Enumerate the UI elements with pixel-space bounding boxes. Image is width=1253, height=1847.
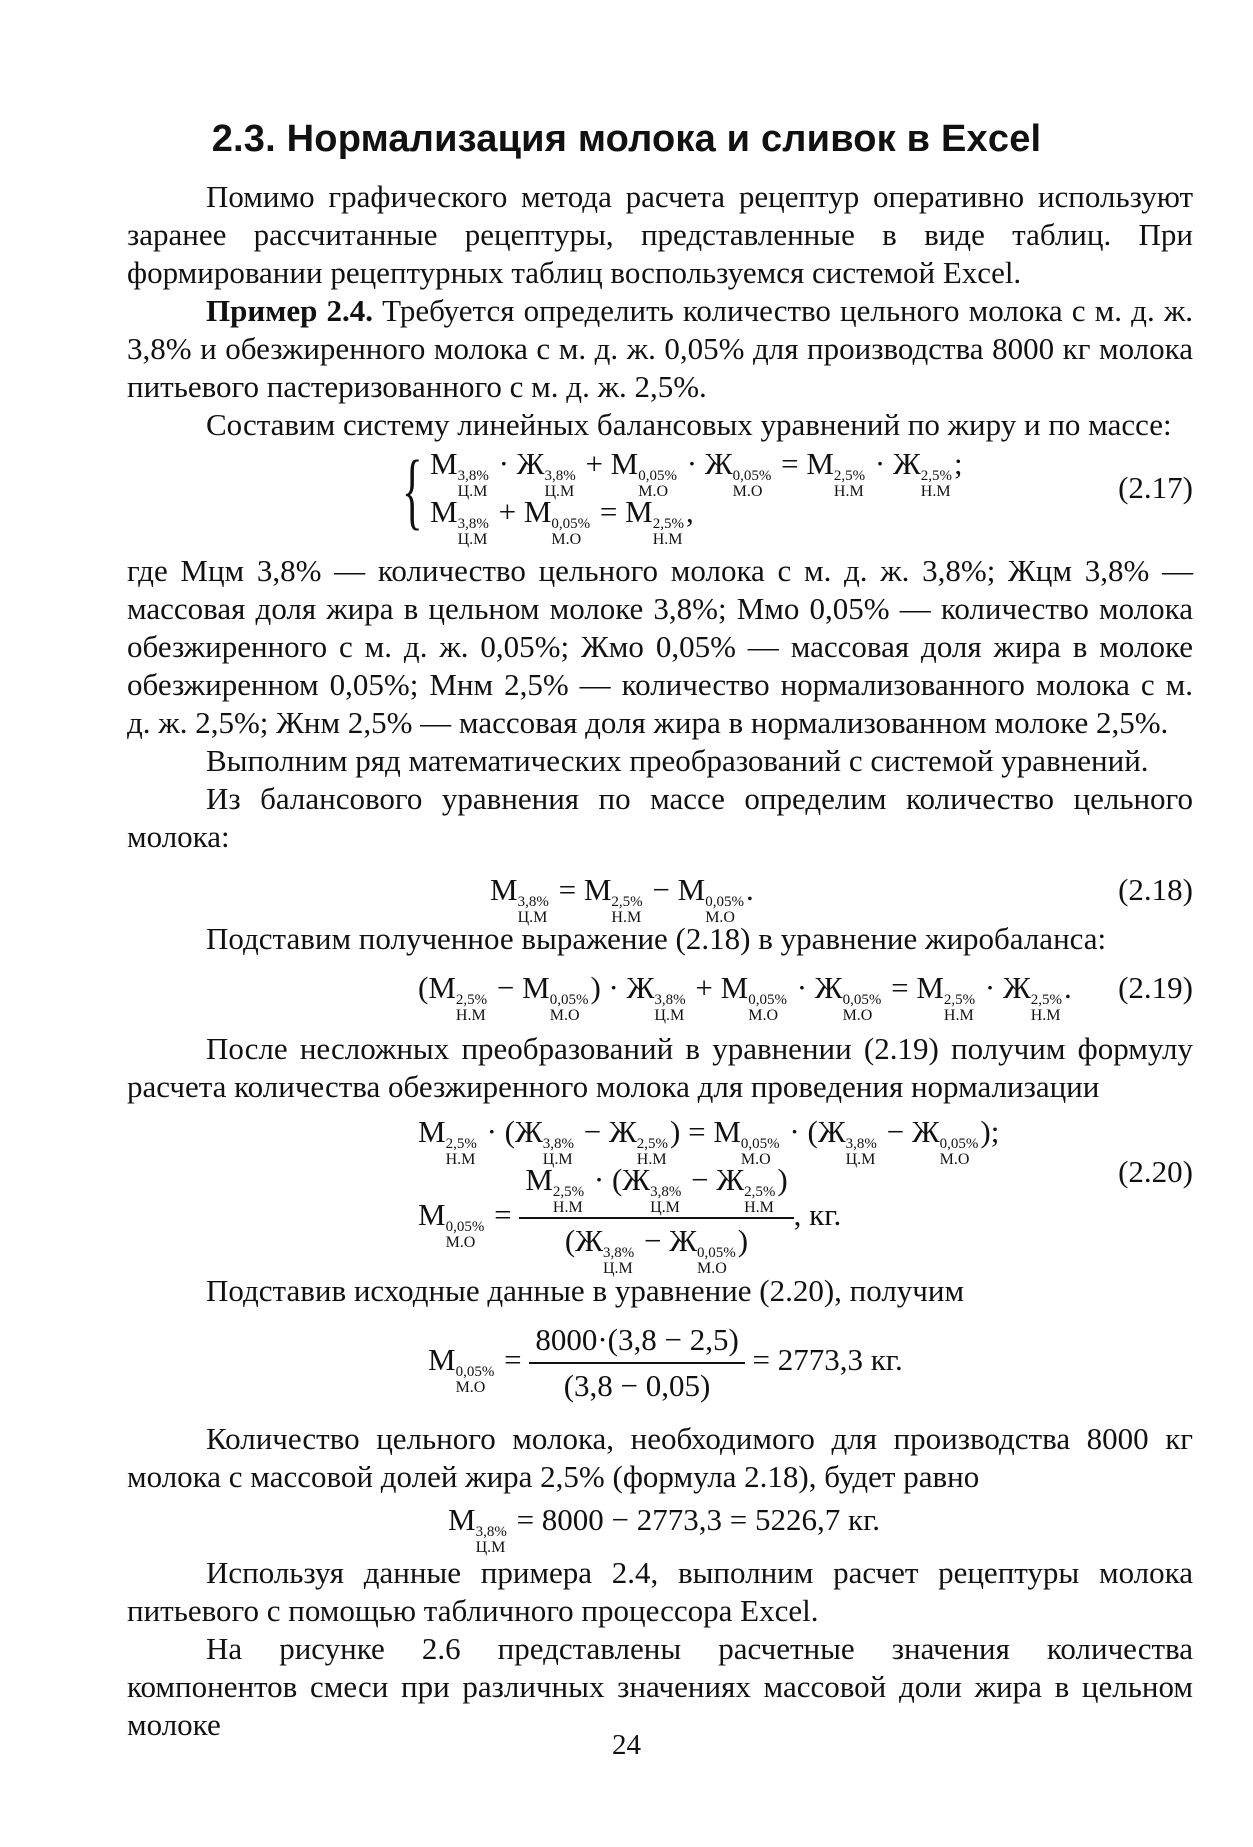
equation-number-2-19: (2.19) bbox=[1118, 970, 1193, 1005]
equation-2-17 bbox=[0, 442, 1253, 548]
paragraph-whole-milk: Количество цельного молока, необходимого для производства 8000 кг молока с массовой долей жира 2,5% (формула 2.18), будет равно bbox=[127, 1421, 1193, 1494]
paragraph-block-1 bbox=[127, 178, 1193, 444]
paragraph-system-intro: Составим систему линейных балансовых уравнений по жиру и по массе: bbox=[206, 407, 1172, 442]
paragraph-substitute: Подставим полученное выражение (2.18) в уравнение жиробаланса: bbox=[206, 921, 1107, 956]
example-label: Пример 2.4. bbox=[206, 293, 373, 328]
paragraph-example bbox=[127, 292, 1193, 406]
equation-2-17-line-1: M 3,8% Ц.М · Ж 3,8% Ц.М + M 0,05% М.О · Ж 0,05% М.О = M 2,5% Н.М · Ж 2,5% Н.М ; bbox=[430, 446, 963, 500]
equation-2-17-line-2: M 3,8% Ц.М + M 0,05% М.О = M 2,5% Н.М , bbox=[430, 494, 694, 548]
equation-2-20-line-2: M 0,05% М.О = M 2,5% Н.М · (Ж 3,8% Ц.М − Ж 2,5% Н.М ) (Ж 3,8% Ц.М − Ж 0,05% М.О ) , кг. bbox=[418, 1162, 842, 1277]
equation-number-2-18: (2.18) bbox=[1118, 872, 1193, 907]
equation-number-2-20: (2.20) bbox=[1118, 1154, 1193, 1189]
page-number: 24 bbox=[612, 1729, 641, 1761]
paragraph-intro: Помимо графического метода расчета рецептур оперативно используют заранее рассчитанные рецептуры, представленные в виде таблиц. При формировании рецептурных таблиц воспользуемся системой Excel. bbox=[127, 179, 1193, 290]
section-heading: 2.3. Нормализация молока и сливок в Excel bbox=[211, 118, 1042, 160]
paragraph-substitute-data: Подставив исходные данные в уравнение (2.20), получим bbox=[206, 1273, 965, 1308]
equation-2-20-line-1: M 2,5% Н.М · (Ж 3,8% Ц.М − Ж 2,5% Н.М ) = M 0,05% М.О · (Ж 3,8% Ц.М − Ж 0,05% М.О ); bbox=[418, 1114, 1000, 1168]
paragraph-mass-balance: Из балансового уравнения по массе определим количество цельного молока: bbox=[127, 781, 1193, 854]
paragraph-block-5 bbox=[127, 1272, 1193, 1310]
system-brace: { bbox=[402, 442, 423, 538]
paragraph-block-2 bbox=[127, 552, 1193, 856]
equation-2-20 bbox=[0, 1112, 1253, 1277]
paragraph-block-7 bbox=[127, 1554, 1193, 1744]
paragraph-transformations: Выполним ряд математических преобразований с системой уравнений. bbox=[206, 743, 1149, 778]
paragraph-block-4 bbox=[127, 1030, 1193, 1106]
paragraph-figure: На рисунке 2.6 представлены расчетные значения количества компонентов смеси при различных значениях массовой доли жира в цельном молоке bbox=[127, 1631, 1193, 1742]
paragraph-block-3 bbox=[127, 920, 1193, 958]
paragraph-excel: Используя данные примера 2.4, выполним расчет рецептуры молока питьевого с помощью табличного процессора Excel. bbox=[127, 1555, 1193, 1628]
paragraph-after-transform: После несложных преобразований в уравнении (2.19) получим формулу расчета количества обезжиренного молока для проведения нормализации bbox=[127, 1031, 1193, 1104]
calculation-skim-milk: M 0,05% М.О = $\frac{8000\cdot(3,8 - 2,5)}{(3,8 - 0,05)}$ = 2773,3 кг. bbox=[428, 1322, 903, 1403]
equation-number-2-17: (2.17) bbox=[1118, 470, 1193, 505]
document-page: 2.3. Нормализация молока и сливок в Excel Помимо графического метода расчета рецептур оперативно используют заранее рассчитанные рецептуры, представленные в виде таблиц. При формировании рецептурных таблиц воспользуемся системой Excel. Пример 2.4. Требуется определить количество цельного молока с м. д. ж. 3,8% и обезжиренного молока с м. д. ж. 0,05% для производства 8000 кг молока питьевого пастеризованного с м. д. ж. 2,5%. Составим систему линейных балансовых уравнений по жиру и по массе: { M 3,8% Ц.М · Ж 3,8% Ц.М + M 0,05% М.О · Ж 0,05% М.О = M 2,5% Н.М · Ж 2,5% Н.М ; M 3,8% Ц.М + M 0,05% М.О = M 2,5% Н.М , (2.17) где Mцм 3,8% — количество цельного молока с м. д. ж. 3,8%; Жцм 3,8% — массовая доля жира в цельном молоке 3,8%; Mмо 0,05% — количество молока обезжиренного с м. д. ж. 0,05%; Жмо 0,05% — массовая доля жира в молоке обезжиренном 0,05%; Mнм 2,5% — количество нормализованного молока с м. д. ж. 2,5%; Жнм 2,5% — массовая доля жира в нормализованном молоке 2,5%. Выполним ряд математических преобразований с системой уравнений. Из балансового уравнения по массе определим количество цельного молока: M 3,8% Ц.М = M 2,5% Н.М − M 0,05% М.О . (2.18) Подставим полученное выражение (2.18) в уравнение жиробаланса: (M 2,5% Н.М − M 0,05% М.О ) · Ж 3,8% Ц.М + M 0,05% М.О · Ж 0,05% М.О = M 2,5% Н.М · Ж 2,5% Н.М . (2.19) После несложных преобразований в уравнении (2.19) получим формулу расчета количества обезжиренного молока для проведения нормализации M 2,5% Н.М · (Ж 3,8% Ц.М − Ж 2,5% Н.М ) = M 0,05% М.О · (Ж 3,8% Ц.М − Ж 0,05% М.О ); M 0,05% М.О = M 2,5% Н.М · (Ж 3,8% Ц.М − Ж 2,5% Н.М ) (Ж 3,8% Ц.М − Ж 0,05% М.О ) , кг. (2.20) Подставив исходные данные в уравнение (2.20), получим M 0,05% М.О = $\frac{8000\cdot(3,8 - 2,5)}{(3,8 - 0,05)}$ = 2773,3 кг. Количество цельного молока, необходимого для производства 8000 кг молока с массовой долей жира 2,5% (формула 2.18), будет равно M 3,8% Ц.М = 8000 − 2773,3 = 5226,7 кг. Используя данные примера 2.4, выполним расчет рецептуры молока питьевого с помощью табличного процессора Excel. На рисунке 2.6 представлены расчетные значения количества компонентов смеси при различных значениях массовой доли жира в цельном молоке 24 bbox=[0, 0, 1253, 1847]
paragraph-definitions: где Mцм 3,8% — количество цельного молока с м. д. ж. 3,8%; Жцм 3,8% — массовая доля жира в цельном молоке 3,8%; Mмо 0,05% — количество молока обезжиренного с м. д. ж. 0,05%; Жмо 0,05% — массовая доля жира в молоке обезжиренном 0,05%; Mнм 2,5% — количество нормализованного молока с м. д. ж. 2,5%; Жнм 2,5% — массовая доля жира в нормализованном молоке 2,5%. bbox=[127, 553, 1193, 740]
paragraph-block-6 bbox=[127, 1420, 1193, 1496]
example-text: Требуется определить количество цельного молока с м. д. ж. 3,8% и обезжиренного молока с м. д. ж. 0,05% для производства 8000 кг молока питьевого пастеризованного с м. д. ж. 2,5%. bbox=[127, 293, 1193, 404]
